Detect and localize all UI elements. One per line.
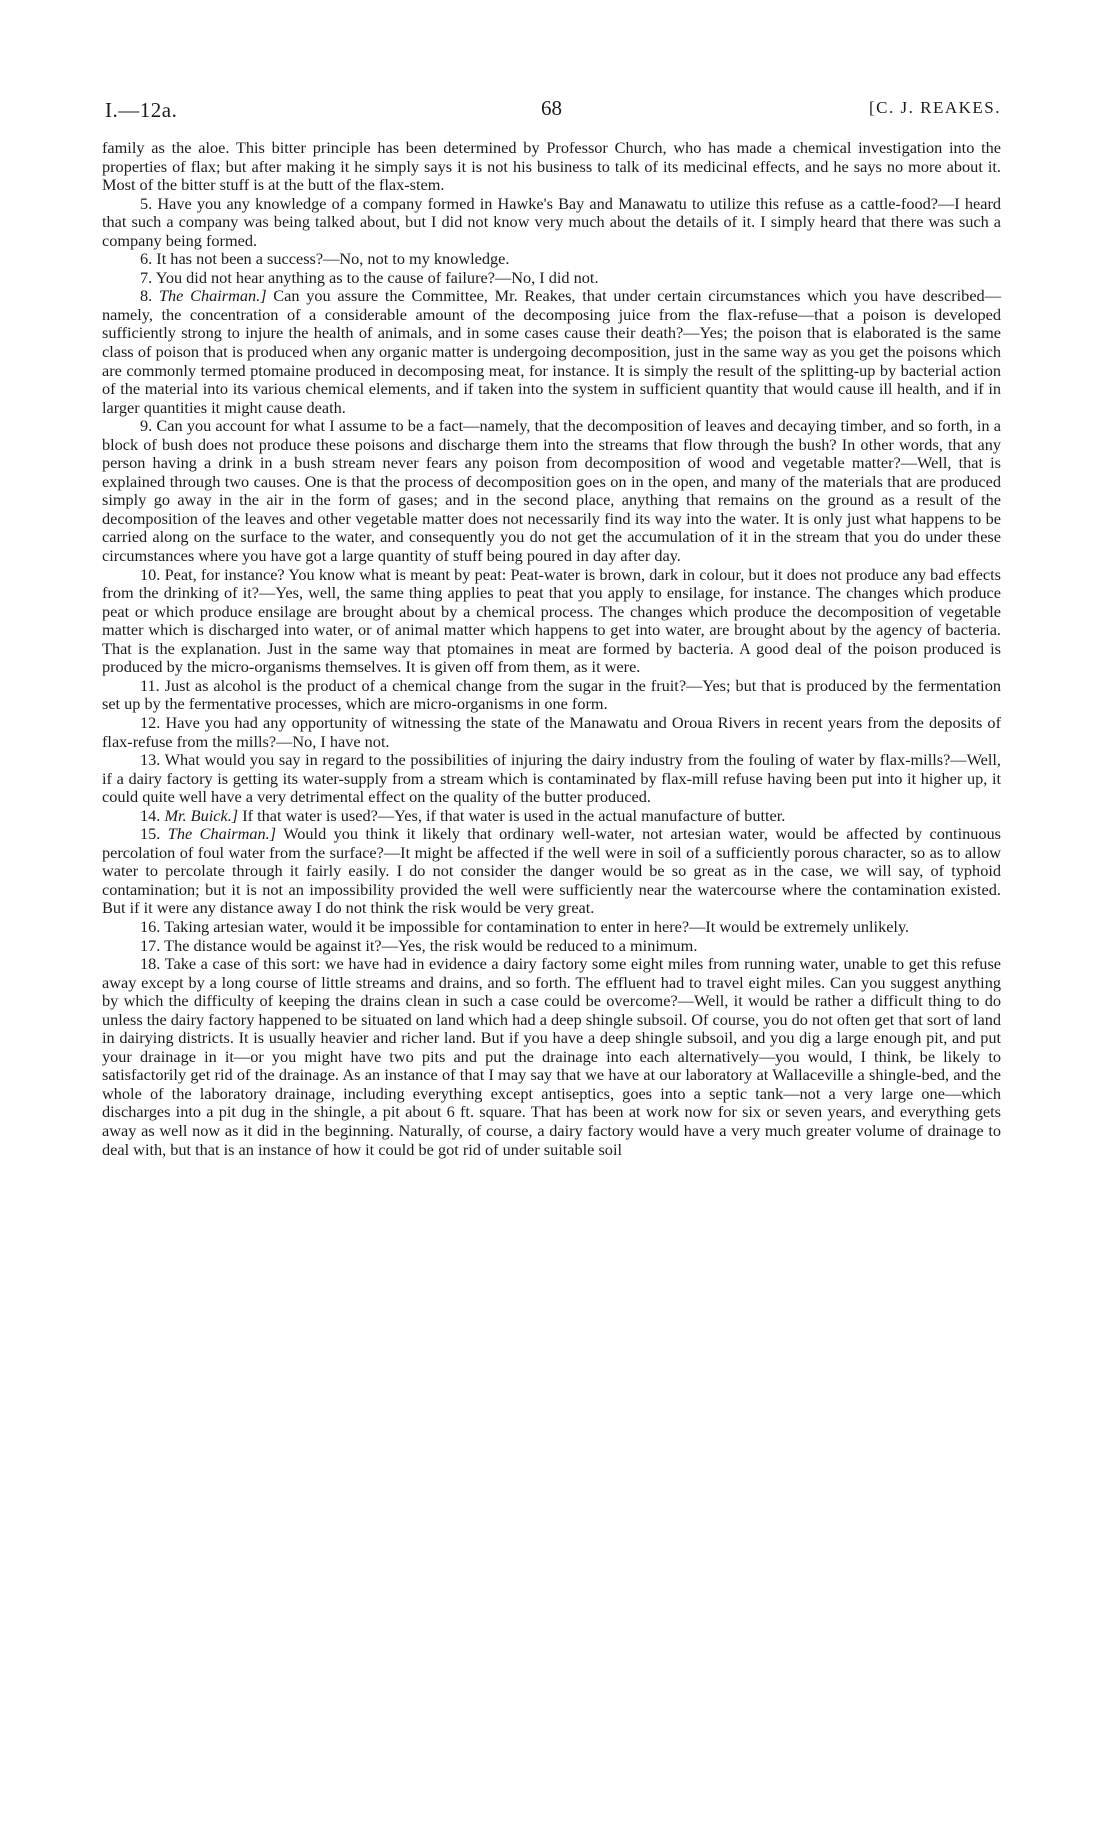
question-number: 13. <box>140 750 161 770</box>
paragraph <box>102 250 1001 269</box>
paragraph <box>102 937 1001 956</box>
paragraph-text: It has not been a success?—No, not to my knowledge. <box>156 249 510 269</box>
paragraph-text: Peat, for instance? You know what is meant by peat: Peat-water is brown, dark in colour, but it does not produce any bad effects from the drinking of it?—Yes, well, the same thing applies to peat that you apply to ensilage, for instance. The changes which produce peat or which produce ensilage are brought about by a chemical process. The changes which produce the decomposition of vegetable matter which is discharged into water, or of animal matter which happens to get into water, are brought about by the agency of bacteria. That is the explanation. Just in the same way that ptomaines in meat are formed by bacteria. A good deal of the poison produced is produced by the micro-organisms themselves. It is given off from them, as it were. <box>102 564 1001 677</box>
paragraph <box>102 918 1001 937</box>
paragraph-text: Have you had any opportunity of witnessing the state of the Manawatu and Oroua Rivers in recent years from the deposits of flax-refuse from the mills?—No, I have not. <box>102 712 1001 751</box>
question-number: 16. <box>140 916 161 936</box>
witness-name: [C. J. REAKES. <box>869 98 1001 117</box>
question-number: 14. <box>140 805 161 825</box>
question-number: 11. <box>140 675 160 695</box>
question-number: 9. <box>140 416 153 436</box>
speaker-label: The Chairman.] <box>167 824 277 844</box>
paragraph <box>102 287 1001 417</box>
paragraph <box>102 417 1001 565</box>
question-number: 7. <box>140 267 153 287</box>
paragraph-text: Would you think it likely that ordinary well-water, not artesian water, would be affected by continuous percolation of foul water from the surface?—It might be affected if the well were in soil of a sufficiently porous character, so as to allow water to percolate through it fairly easily. I do not consider the danger would be so great as in the case, we will say, of typhoid contamination; but it is not an impossibility provided the well were sufficiently near the watercourse where the contamination existed. But if it were any distance away I do not think the risk would be very great. <box>102 824 1001 918</box>
paragraph-text: Can you account for what I assume to be a fact—namely, that the decomposition of leaves and decaying timber, and so forth, in a block of bush does not produce these poisons and discharge them into the streams that flow through the bush? In other words, that any person having a drink in a bush stream never fears any poison from decomposition of wood and vegetable matter?—Well, that is explained through two causes. One is that the process of decomposition goes on in the open, and many of the materials that are produced simply go away in the air in the form of gases; and in the second place, anything that remains on the ground as a result of the decomposition of the leaves and other vegetable matter does not necessarily find its way into the water. It is only just what happens to be carried along on the surface to the water, and consequently you do not get the accumulation of it in the stream that you do under these circumstances where you have got a large quantity of stuff being poured in day after day. <box>102 416 1001 566</box>
paragraph-text: If that water is used?—Yes, if that water is used in the actual manufacture of butter. <box>242 805 786 825</box>
speaker-label: The Chairman.] <box>158 286 267 306</box>
question-number: 15. <box>140 824 161 844</box>
question-number: 10. <box>140 564 161 584</box>
paragraph-text: Have you any knowledge of a company formed in Hawke's Bay and Manawatu to utilize this refuse as a cattle-food?—I heard that such a company was being talked about, but I did not know very much about the details of it. I simply heard that there was such a company being formed. <box>102 193 1002 250</box>
paragraph-text: Take a case of this sort: we have had in evidence a dairy factory some eight miles from running water, unable to get this refuse away except by a long course of little streams and drains, and so forth. The effluent had to travel eight miles. Can you suggest anything by which the difficulty of keeping the drains clean in such a case could be overcome?—Well, it would be rather a difficult thing to do unless the dairy factory happened to be situated on land which had a deep shingle subsoil. Of course, you do not often get that sort of land in dairying districts. It is usually heavier and richer land. But if you have a deep shingle subsoil, and you dig a large enough pit, and put your drainage in it—or you might have two pits and put the drainage into each alternatively—you would, I think, be likely to satisfactorily get rid of the drainage. As an instance of that I may say that we have at our laboratory at Wallaceville a shingle-bed, and the whole of the laboratory drainage, including everything except antiseptics, goes into a septic tank—not a very large one—which discharges into a pit dug in the shingle, a pit about 6 ft. square. That has been at work now for six or seven years, and everything gets away as well now as it did in the beginning. Naturally, of course, a dairy factory would have a very much greater volume of drainage to deal with, but that is an instance of how it could be got rid of under suitable soil <box>102 954 1002 1159</box>
paragraph-text: The distance would be against it?—Yes, the risk would be reduced to a minimum. <box>164 935 698 955</box>
page-header <box>102 96 1001 136</box>
paragraph <box>102 269 1001 288</box>
question-number: 8. <box>140 286 153 306</box>
question-number: 17. <box>140 935 161 955</box>
paragraph <box>102 677 1001 714</box>
paragraph <box>102 139 1001 195</box>
question-number: 18. <box>140 954 161 974</box>
paragraph <box>102 807 1001 826</box>
question-number: 6. <box>140 249 153 269</box>
paragraph <box>102 714 1001 751</box>
paragraph-text: Just as alcohol is the product of a chemical change from the sugar in the fruit?—Yes; but that is produced by the fermentation set up by the fermentative processes, which are micro-organisms in one form. <box>102 675 1001 714</box>
question-number: 5. <box>140 193 153 213</box>
paragraph <box>102 751 1001 807</box>
paper-reference: I.—12a. <box>105 98 178 122</box>
paragraph <box>102 195 1001 251</box>
paragraph-text: Can you assure the Committee, Mr. Reakes, that under certain circumstances which you have described—namely, the concentration of a considerable amount of the decomposing juice from the flax-refuse—that a poison is developed sufficiently strong to injure the health of animals, and in some cases cause their death?—Yes; the poison that is elaborated is the same class of poison that is produced when any organic matter is undergoing decomposition, just in the same way as you get the poisons which are commonly termed ptomaine produced in decomposing meat, for instance. It is simply the result of the splitting-up by bacterial action of the material into its various chemical elements, and if taken into the system in sufficient quantity that would cause ill health, and if in larger quantities it might cause death. <box>102 286 1001 417</box>
paragraph-text: You did not hear anything as to the cause of failure?—No, I did not. <box>155 267 599 287</box>
evidence-text <box>102 139 1001 1159</box>
paragraph-text: family as the aloe. This bitter principle has been determined by Professor Church, who has made a chemical investigation into the properties of flax; but after making it he simply says it is not his business to talk of its medicinal effects, and he says no more about it. Most of the bitter stuff is at the butt of the flax-stem. <box>102 138 1001 195</box>
paragraph <box>102 566 1001 677</box>
paragraph <box>102 825 1001 918</box>
paragraph-text: Taking artesian water, would it be impossible for contamination to enter in here?—It would be extremely unlikely. <box>164 916 910 936</box>
paragraph <box>102 955 1001 1159</box>
paragraph-text: What would you say in regard to the possibilities of injuring the dairy industry from the fouling of water by flax-mills?—Well, if a dairy factory is getting its water-supply from a stream which is contaminated by flax-mill refuse having been put into it higher up, it could quite well have a very detrimental effect on the quality of the butter produced. <box>102 750 1001 807</box>
speaker-label: Mr. Buick.] <box>164 805 239 825</box>
page-number: 68 <box>541 96 562 120</box>
question-number: 12. <box>140 712 161 732</box>
